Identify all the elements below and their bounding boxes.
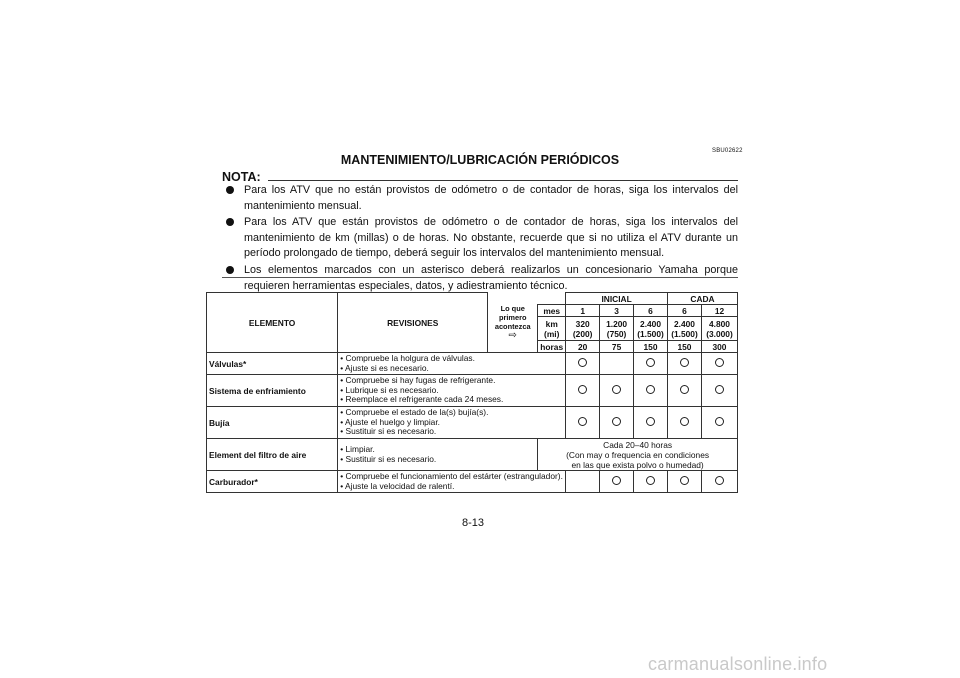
bullet-icon <box>226 186 234 194</box>
note-item <box>222 263 738 294</box>
mark-cell <box>701 353 737 375</box>
mark-cell <box>701 471 737 493</box>
check-list: • Compruebe el estado de la(s) bujía(s). • Ajuste el huelgo y limpiar. • Sustituir si es necesario. <box>338 407 566 439</box>
mes-value: 3 <box>600 305 634 317</box>
mark-cell <box>566 471 600 493</box>
first-occurs-text: Lo que primero acontezca <box>494 304 531 332</box>
mark-cell <box>668 375 702 407</box>
hour-value: 20 <box>566 341 600 353</box>
check-list: • Limpiar. • Sustituir si es necesario. <box>338 439 538 471</box>
notes-list <box>222 183 738 295</box>
element-name: Carburador* <box>207 471 338 493</box>
circle-icon <box>680 385 689 394</box>
circle-icon <box>646 358 655 367</box>
header-elemento: ELEMENTO <box>207 293 338 353</box>
check-list: • Compruebe si hay fugas de refrigerante. • Lubrique si es necesario. • Reemplace el refrigerante cada 24 meses. <box>338 375 566 407</box>
unit-mes: mes <box>538 305 566 317</box>
km-value: 2.400 (1.500) <box>634 317 668 341</box>
mark-cell <box>600 471 634 493</box>
mark-cell <box>566 375 600 407</box>
mark-cell <box>701 407 737 439</box>
mark-cell <box>668 353 702 375</box>
element-name: Válvulas* <box>207 353 338 375</box>
table-row <box>207 375 738 407</box>
km-value: 4.800 (3.000) <box>701 317 737 341</box>
unit-km: km (mi) <box>538 317 566 341</box>
circle-icon <box>578 385 587 394</box>
circle-icon <box>680 476 689 485</box>
circle-icon <box>680 417 689 426</box>
hour-value: 150 <box>634 341 668 353</box>
mark-cell <box>668 407 702 439</box>
nota-label: NOTA: <box>222 170 261 184</box>
notes-end-rule <box>222 277 738 278</box>
mes-value: 6 <box>668 305 702 317</box>
nota-rule <box>268 180 738 181</box>
header-cada: CADA <box>668 293 738 305</box>
mes-value: 1 <box>566 305 600 317</box>
mark-cell <box>600 407 634 439</box>
watermark: carmanualsonline.info <box>648 654 828 674</box>
mes-value: 6 <box>634 305 668 317</box>
check-list: • Compruebe el funcionamiento del estárter (estrangulador). • Ajuste la velocidad de ralentí. <box>338 471 566 493</box>
document-code: SBU02622 <box>712 148 743 154</box>
hour-value: 150 <box>668 341 702 353</box>
mark-cell <box>634 471 668 493</box>
maintenance-table <box>206 292 738 493</box>
circle-icon <box>715 417 724 426</box>
km-value: 1.200 (750) <box>600 317 634 341</box>
table-row <box>207 407 738 439</box>
hour-value: 75 <box>600 341 634 353</box>
circle-icon <box>578 358 587 367</box>
hour-value: 300 <box>701 341 737 353</box>
mark-cell <box>566 353 600 375</box>
circle-icon <box>612 476 621 485</box>
circle-icon <box>646 385 655 394</box>
circle-icon <box>612 417 621 426</box>
page-title: MANTENIMIENTO/LUBRICACIÓN PERIÓDICOS <box>340 153 620 167</box>
circle-icon <box>715 358 724 367</box>
mark-cell <box>634 375 668 407</box>
mark-cell <box>634 407 668 439</box>
table-row <box>207 353 738 375</box>
mark-cell <box>634 353 668 375</box>
bullet-icon <box>226 266 234 274</box>
circle-icon <box>680 358 689 367</box>
page-number: 8-13 <box>462 517 485 529</box>
circle-icon <box>646 476 655 485</box>
mark-cell <box>600 353 634 375</box>
circle-icon <box>578 417 587 426</box>
bullet-icon <box>226 218 234 226</box>
unit-blank <box>538 293 566 305</box>
note-text: Para los ATV que no están provistos de odómetro o de contador de horas, siga los intervalos del mantenimiento mensual. <box>244 184 738 212</box>
header-revisiones: REVISIONES <box>338 293 488 353</box>
mark-cell <box>566 407 600 439</box>
note-text: Los elementos marcados con un asterisco deberá realizarlos un concesionario Yamaha porque requieren herramientas especiales, datos, y adiestramiento técnico. <box>244 263 738 292</box>
first-occurs-label <box>488 293 538 353</box>
element-name: Bujía <box>207 407 338 439</box>
mark-cell <box>668 471 702 493</box>
circle-icon <box>646 417 655 426</box>
note-text: Para los ATV que están provistos de odómetro o de contador de horas, siga los intervalos del mantenimiento de km (millas) o de horas. No obstante, recuerde que si no utiliza el ATV durante un período prolongado de tiempo, deberá seguir los intervalos del mantenimiento mensual. <box>244 216 738 260</box>
circle-icon <box>715 385 724 394</box>
interval-note: Cada 20–40 horas (Con may o frequencia en condiciones en las que exista polvo o humedad) <box>538 439 738 471</box>
note-item <box>222 215 738 262</box>
element-name: Element del filtro de aire <box>207 439 338 471</box>
circle-icon <box>612 385 621 394</box>
header-inicial: INICIAL <box>566 293 668 305</box>
unit-horas: horas <box>538 341 566 353</box>
mark-cell <box>600 375 634 407</box>
mark-cell <box>701 375 737 407</box>
circle-icon <box>715 476 724 485</box>
km-value: 320 (200) <box>566 317 600 341</box>
arrow-right-icon: ⇨ <box>508 330 517 342</box>
table-row <box>207 439 738 471</box>
table-row <box>207 471 738 493</box>
check-list: • Compruebe la holgura de válvulas. • Ajuste si es necesario. <box>338 353 566 375</box>
mes-value: 12 <box>701 305 737 317</box>
note-item <box>222 183 738 214</box>
km-value: 2.400 (1.500) <box>668 317 702 341</box>
element-name: Sistema de enfriamiento <box>207 375 338 407</box>
